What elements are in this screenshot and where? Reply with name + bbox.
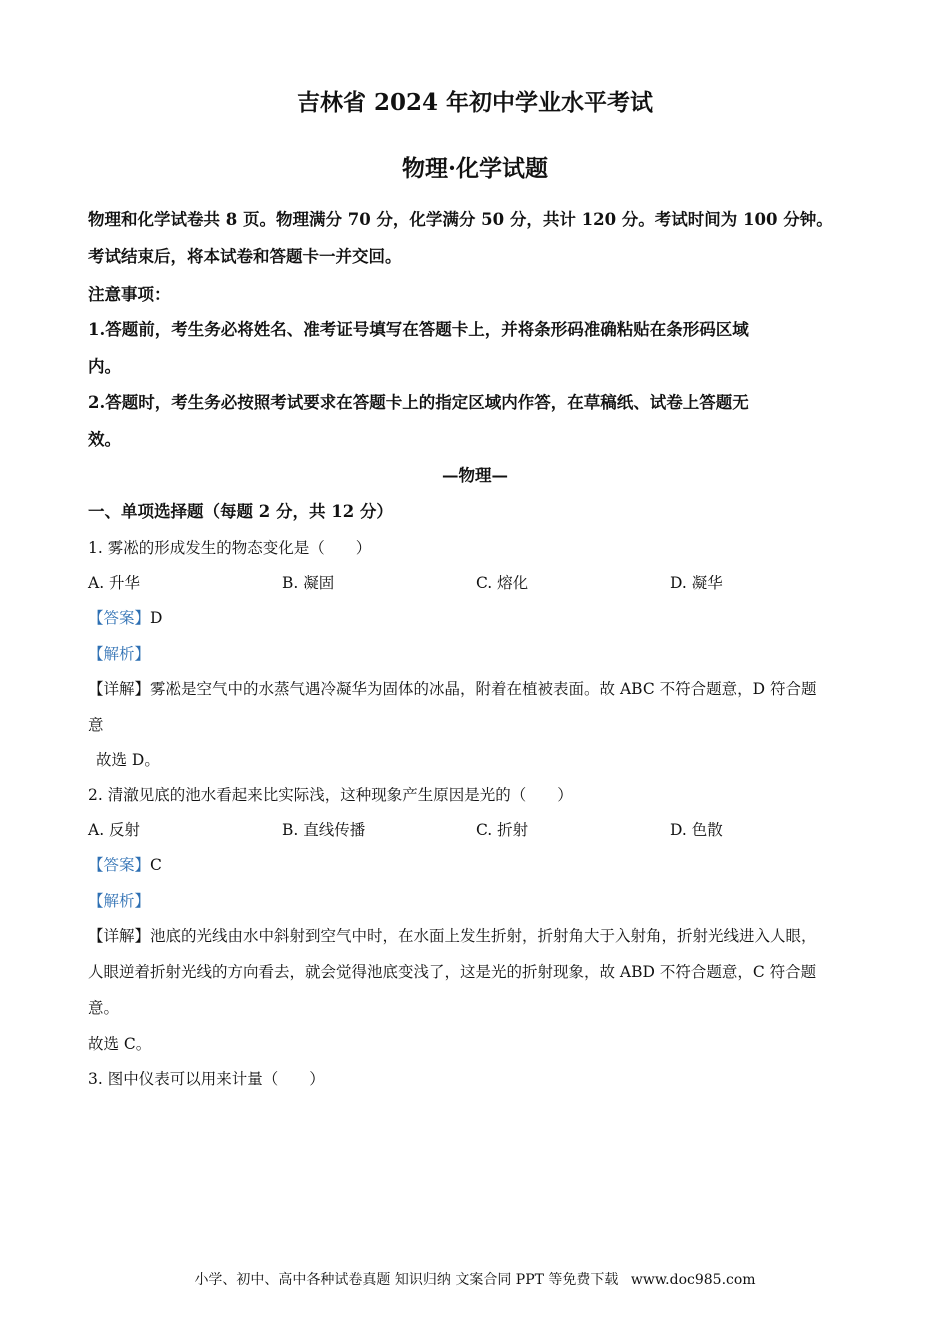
- answer-value: D: [150, 609, 163, 627]
- part1-heading: 一、单项选择题（每题 2 分，共 12 分）: [88, 502, 393, 521]
- answer-value: C: [150, 856, 162, 874]
- detail-text: 雾凇是空气中的水蒸气遇冷凝华为固体的冰晶，附着在植被表面。故 ABC 不符合题意，D 符合题: [150, 680, 817, 698]
- question-1-stem: 1. 雾凇的形成发生的物态变化是（ ）: [88, 539, 372, 557]
- exam-title: 吉林省 2024 年初中学业水平考试: [296, 89, 654, 116]
- footer-text: 小学、初中、高中各种试卷真题 知识归纳 文案合同 PPT 等免费下载: [194, 1272, 619, 1288]
- detail-text: 池底的光线由水中斜射到空气中时，在水面上发生折射，折射角大于入射角，折射光线进入人眼，: [150, 927, 817, 945]
- detail-tag: 【详解】: [88, 927, 151, 945]
- footer-url[interactable]: www.doc985.com: [630, 1272, 756, 1288]
- question-1-analysis-tag: 【解析】: [88, 645, 151, 663]
- exam-subtitle: 物理·化学试题: [401, 155, 548, 182]
- question-1-option-d: D. 凝华: [670, 574, 723, 592]
- question-2-detail-line-1: [88, 924, 817, 946]
- question-2-option-d: D. 色散: [670, 821, 723, 839]
- notice-heading: 注意事项：: [88, 285, 171, 304]
- question-2-option-c: C. 折射: [476, 821, 529, 839]
- notice-2-line-2: 效。: [88, 430, 121, 449]
- subject-heading: —物理—: [442, 466, 508, 485]
- detail-tag: 【详解】: [88, 680, 151, 698]
- question-2-answer: [88, 853, 162, 875]
- notice-1-line-1: 1.答题前，考生务必将姓名、准考证号填写在答题卡上，并将条形码准确粘贴在条形码区域: [88, 320, 749, 339]
- notice-1-line-2: 内。: [88, 357, 121, 376]
- question-1-detail-line-2: 意: [88, 716, 104, 734]
- answer-tag: 【答案】: [88, 609, 151, 627]
- question-2-analysis-tag: 【解析】: [88, 892, 151, 910]
- question-2-stem: 2. 清澈见底的池水看起来比实际浅，这种现象产生原因是光的（ ）: [88, 786, 573, 804]
- question-1-option-c: C. 熔化: [476, 574, 529, 592]
- question-2-conclusion: 故选 C。: [88, 1035, 152, 1053]
- instructions-line-2: 考试结束后，将本试卷和答题卡一并交回。: [88, 247, 402, 266]
- notice-2-line-1: 2.答题时，考生务必按照考试要求在答题卡上的指定区域内作答，在草稿纸、试卷上答题无: [88, 393, 749, 412]
- answer-tag: 【答案】: [88, 856, 151, 874]
- question-1-detail-line-1: [88, 677, 816, 699]
- question-2-option-a: A. 反射: [88, 821, 141, 839]
- question-1-conclusion: 故选 D。: [96, 751, 160, 769]
- page-footer: [0, 1269, 950, 1289]
- instructions-line-1: 物理和化学试卷共 8 页。物理满分 70 分，化学满分 50 分，共计 120 分。考试时间为 100 分钟。: [88, 210, 833, 229]
- question-1-answer: [88, 606, 162, 628]
- question-1-option-b: B. 凝固: [282, 574, 335, 592]
- question-1-option-a: A. 升华: [88, 574, 141, 592]
- question-2-option-b: B. 直线传播: [282, 821, 366, 839]
- question-2-detail-line-3: 意。: [88, 999, 120, 1017]
- question-3-stem: 3. 图中仪表可以用来计量（ ）: [88, 1070, 325, 1088]
- question-2-detail-line-2: 人眼逆着折射光线的方向看去，就会觉得池底变浅了，这是光的折射现象，故 ABD 不符合题意，C 符合题: [88, 963, 817, 981]
